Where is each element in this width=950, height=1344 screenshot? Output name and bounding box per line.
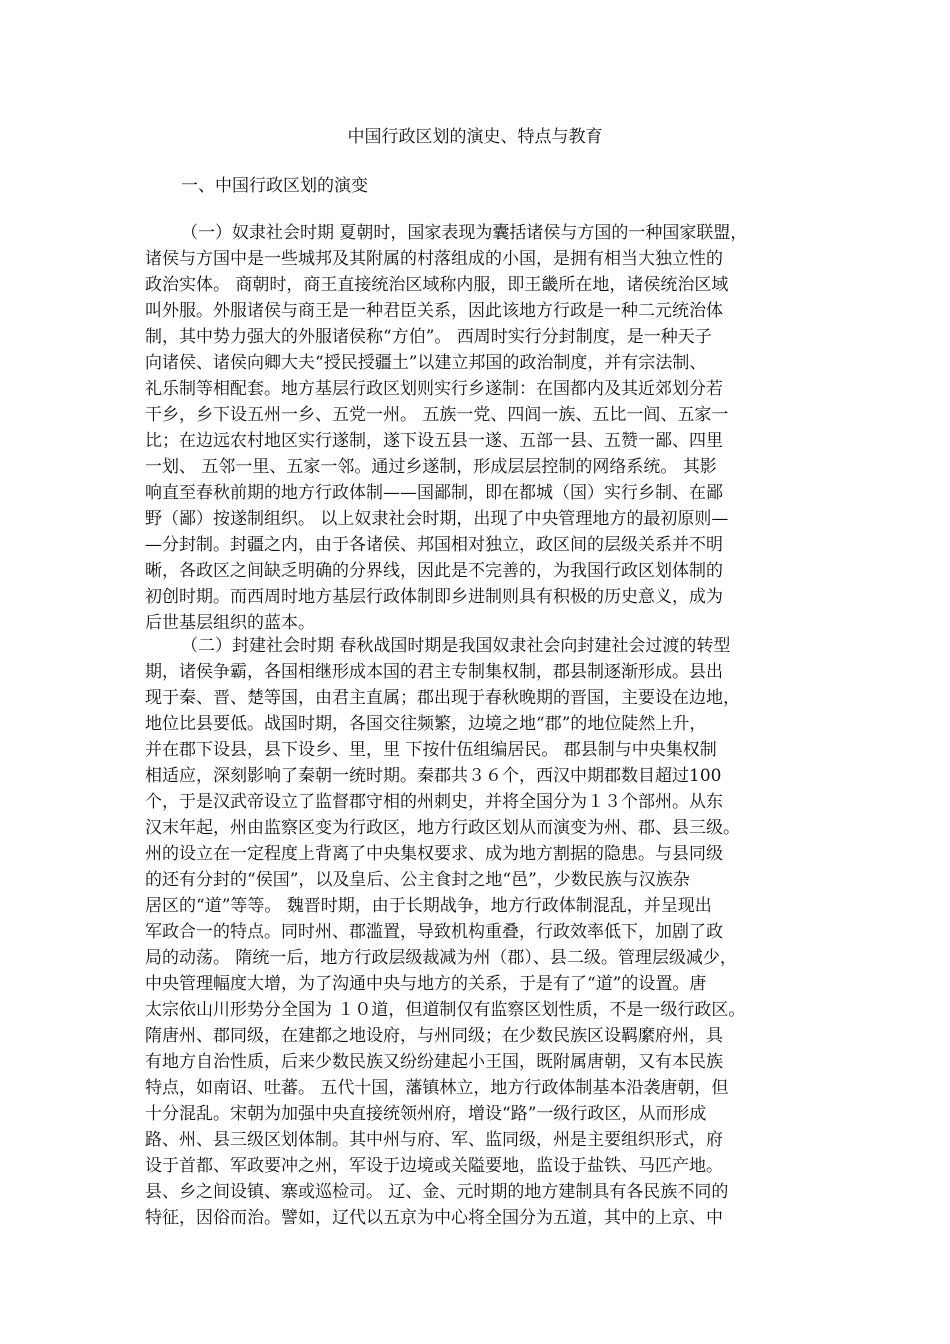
text-line: 县、乡之间设镇、寨或巡检司。 辽、金、元时期的地方建制具有各民族不同的 bbox=[145, 1182, 729, 1202]
text-line: 特点，如南诏、吐蕃。 五代十国，藩镇林立，地方行政体制基本沿袭唐朝，但 bbox=[145, 1078, 729, 1098]
text-line: 路、州、县三级区划体制。其中州与府、军、监同级，州是主要组织形式，府 bbox=[145, 1130, 723, 1150]
text-line: （一）奴隶社会时期 夏朝时，国家表现为囊括诸侯与方国的一种国家联盟， bbox=[181, 223, 748, 243]
text-line: 汉末年起，州由监察区变为行政区，地方行政区划从而演变为州、郡、县三级。 bbox=[145, 818, 740, 838]
text-line: 个，于是汉武帝设立了监督郡守相的州刺史，并将全国分为１３个部州。从东 bbox=[145, 792, 723, 812]
text-line: 中央管理幅度大增，为了沟通中央与地方的关系，于是有了“道”的设置。唐 bbox=[145, 974, 707, 994]
text-line: 比；在边远农村地区实行遂制，遂下设五县一遂、五部一县、五赞一鄙、四里 bbox=[145, 431, 723, 451]
text-line: 干乡，乡下设五州一乡、五党一州。 五族一党、四闾一族、五比一闾、五家一 bbox=[145, 405, 729, 425]
text-line: 太宗依山川形势分全国为 １０道，但道制仅有监察区划性质，不是一级行政区。 bbox=[145, 1000, 746, 1020]
text-line: 制，其中势力强大的外服诸侯称“方伯”。 西周时实行分封制度，是一种天子 bbox=[145, 327, 712, 347]
text-line: —分封制。封疆之内，由于各诸侯、邦国相对独立，政区间的层级关系并不明 bbox=[145, 535, 723, 555]
document-title: 中国行政区划的演史、特点与教育 bbox=[347, 127, 603, 147]
text-line: 响直至春秋前期的地方行政体制——国鄙制，即在都城（国）实行乡制、在鄙 bbox=[145, 483, 723, 503]
text-line: 诸侯与方国中是一些城邦及其附属的村落组成的小国，是拥有相当大独立性的 bbox=[145, 249, 723, 269]
text-line: 野（鄙）按遂制组织。 以上奴隶社会时期，出现了中央管理地方的最初原则— bbox=[145, 509, 729, 529]
text-line: 有地方自治性质，后来少数民族又纷纷建起小王国，既附属唐朝，又有本民族 bbox=[145, 1052, 723, 1072]
text-line: 军政合一的特点。同时州、郡滥置，导致机构重叠，行政效率低下，加剧了政 bbox=[145, 922, 723, 942]
paragraph-feudal-period bbox=[145, 633, 825, 1231]
text-line: 晰，各政区之间缺乏明确的分界线，因此是不完善的，为我国行政区划体制的 bbox=[145, 561, 723, 581]
section-heading: 一、中国行政区划的演变 bbox=[181, 176, 368, 196]
text-line: 后世基层组织的蓝本。 bbox=[145, 613, 315, 633]
text-line: 并在郡下设县，县下设乡、里，里 下按什伍组编居民。 郡县制与中央集权制 bbox=[145, 740, 717, 760]
text-line: 特征，因俗而治。譬如，辽代以五京为中心将全国分为五道，其中的上京、中 bbox=[145, 1208, 723, 1228]
text-line: 地位比县要低。战国时期，各国交往频繁，边境之地“郡”的地位陡然上升， bbox=[145, 714, 707, 734]
text-line: 州的设立在一定程度上背离了中央集权要求、成为地方割据的隐患。与县同级 bbox=[145, 844, 723, 864]
text-line: 居区的“道”等等。 魏晋时期，由于长期战争，地方行政体制混乱，并呈现出 bbox=[145, 896, 712, 916]
text-line: 隋唐州、郡同级，在建都之地设府，与州同级；在少数民族区设羁縻府州，具 bbox=[145, 1026, 723, 1046]
text-line: 设于首都、军政要冲之州，军设于边境或关隘要地，监设于盐铁、马匹产地。 bbox=[145, 1156, 723, 1176]
text-line: 期，诸侯争霸，各国相继形成本国的君主专制集权制，郡县制逐渐形成。县出 bbox=[145, 662, 723, 682]
text-line: 一划、 五邻一里、五家一邻。通过乡遂制，形成层层控制的网络系统。 其影 bbox=[145, 457, 717, 477]
text-line: （二）封建社会时期 春秋战国时期是我国奴隶社会向封建社会过渡的转型 bbox=[181, 636, 731, 656]
text-line: 初创时期。而西周时地方基层行政体制即乡进制则具有积极的历史意义，成为 bbox=[145, 587, 723, 607]
text-line: 相适应，深刻影响了秦朝一统时期。秦郡共３６个，西汉中期郡数目超过100 bbox=[145, 766, 722, 786]
text-line: 现于秦、晋、楚等国，由君主直属；郡出现于春秋晚期的晋国，主要设在边地， bbox=[145, 688, 740, 708]
text-line: 局的动荡。 隋统一后，地方行政层级裁减为州（郡）、县二级。管理层级减少， bbox=[145, 948, 737, 968]
text-line: 向诸侯、诸侯向卿大夫“授民授疆土”以建立邦国的政治制度，并有宗法制、 bbox=[145, 353, 707, 373]
paragraph-slavery-period bbox=[145, 220, 825, 636]
text-line: 礼乐制等相配套。地方基层行政区划则实行乡遂制：在国都内及其近郊划分若 bbox=[145, 379, 723, 399]
text-line: 政治实体。 商朝时，商王直接统治区域称内服，即王畿所在地，诸侯统治区域 bbox=[145, 275, 729, 295]
text-line: 叫外服。外服诸侯与商王是一种君臣关系，因此该地方行政是一种二元统治体 bbox=[145, 301, 723, 321]
text-line: 十分混乱。宋朝为加强中央直接统领州府，增设“路”一级行政区，从而形成 bbox=[145, 1104, 707, 1124]
text-line: 的还有分封的“侯国”，以及皇后、公主食封之地“邑”，少数民族与汉族杂 bbox=[145, 870, 690, 890]
